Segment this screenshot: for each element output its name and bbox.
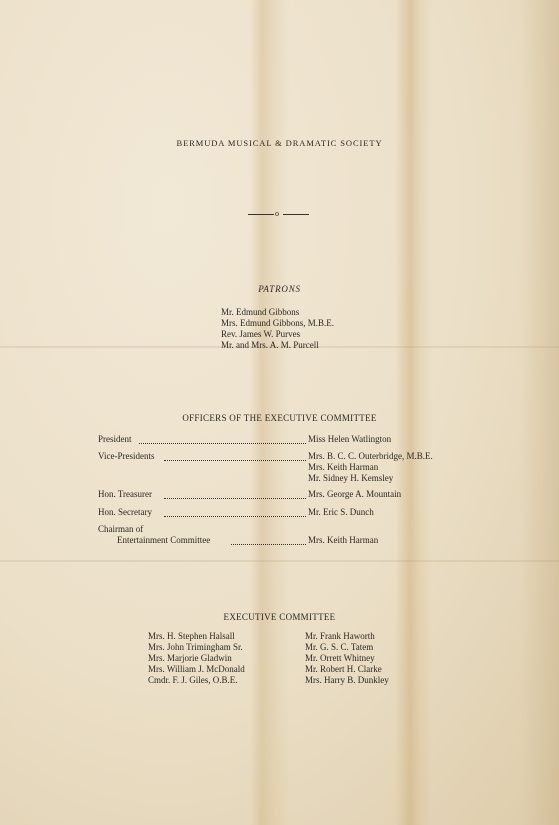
officers-heading: OFFICERS OF THE EXECUTIVE COMMITTEE	[182, 413, 377, 423]
executive-committee-right-column	[305, 631, 389, 686]
patrons-heading: PATRONS	[258, 284, 301, 294]
committee-member: Cmdr. F. J. Giles, O.B.E.	[148, 675, 238, 685]
officer-names	[308, 507, 374, 518]
officer-role: Entertainment Committee	[117, 535, 211, 545]
patrons-list	[221, 307, 334, 351]
patron-name: Mrs. Edmund Gibbons, M.B.E.	[221, 318, 335, 328]
leader-dots	[164, 459, 306, 461]
committee-member: Mrs. Marjorie Gladwin	[148, 653, 232, 663]
ornamental-divider	[248, 210, 310, 219]
patron-name: Mr. and Mrs. A. M. Purcell	[221, 340, 319, 350]
committee-member: Mr. Frank Haworth	[305, 631, 375, 641]
patron-name: Rev. James W. Purves	[221, 329, 301, 339]
leader-dots	[164, 515, 306, 517]
committee-member: Mrs. John Trimingham Sr.	[148, 642, 243, 652]
committee-member: Mr. Orrett Whitney	[305, 653, 375, 663]
officer-names	[308, 434, 391, 445]
committee-member: Mrs. Harry B. Dunkley	[305, 675, 389, 685]
leader-dots	[139, 442, 306, 444]
officer-name: Mr. Sidney H. Kemsley	[308, 473, 394, 483]
society-title: BERMUDA MUSICAL & DRAMATIC SOCIETY	[176, 138, 383, 148]
officer-name: Miss Helen Watlington	[308, 434, 392, 444]
officer-role-line1: Chairman of	[98, 524, 144, 534]
officer-name: Mr. Eric S. Dunch	[308, 507, 374, 517]
officer-names	[308, 535, 378, 546]
leader-dots	[164, 497, 306, 499]
leader-dots	[231, 543, 306, 545]
officer-role: President	[98, 434, 132, 444]
officer-name: Mrs. Keith Harman	[308, 462, 379, 472]
committee-member: Mr. G. S. C. Tatem	[305, 642, 374, 652]
executive-committee-left-column	[148, 631, 245, 686]
committee-member: Mrs. William J. McDonald	[148, 664, 245, 674]
officer-role: Hon. Secretary	[98, 507, 152, 517]
committee-member: Mrs. H. Stephen Halsall	[148, 631, 235, 641]
committee-member: Mr. Robert H. Clarke	[305, 664, 382, 674]
divider-mark: o	[275, 209, 279, 218]
officer-name: Mrs. George A. Mountain	[308, 489, 402, 499]
paper-fold	[0, 560, 559, 562]
officer-role: Hon. Treasurer	[98, 489, 152, 499]
officer-name: Mrs. Keith Harman	[308, 535, 379, 545]
officer-names	[308, 451, 433, 484]
officer-names	[308, 489, 401, 500]
divider-line-right	[283, 214, 309, 215]
executive-committee-heading: EXECUTIVE COMMITTEE	[223, 612, 336, 622]
divider-line-left	[248, 214, 274, 215]
officer-role: Vice-Presidents	[98, 451, 155, 461]
officer-name: Mrs. B. C. C. Outerbridge, M.B.E.	[308, 451, 433, 461]
patron-name: Mr. Edmund Gibbons	[221, 307, 300, 317]
